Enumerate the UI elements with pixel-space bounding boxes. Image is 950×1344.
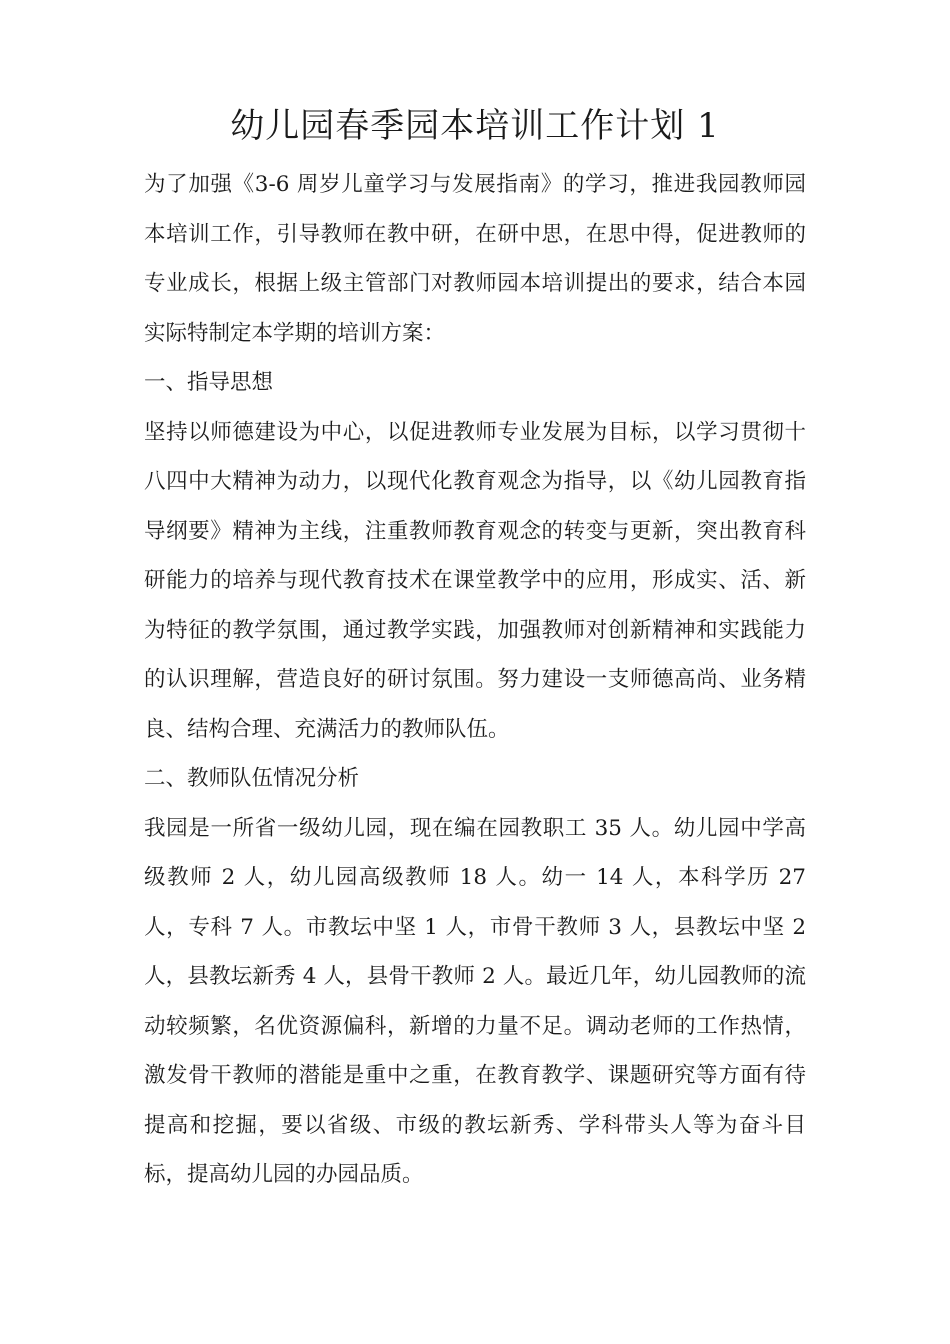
document-body — [144, 160, 806, 1200]
intro-paragraph: 为了加强《3-6 周岁儿童学习与发展指南》的学习，推进我园教师园本培训工作，引导教师在教中研，在研中思，在思中得，促进教师的专业成长，根据上级主管部门对教师园本培训提出的要求，结合本园实际特制定本学期的培训方案： — [144, 172, 806, 346]
teacher-analysis-paragraph: 我园是一所省一级幼儿园，现在编在园教职工 35 人。幼儿园中学高级教师 2 人，幼儿园高级教师 18 人。幼一 14 人，本科学历 27 人，专科 7 人。市教坛中坚 1 人，市骨干教师 3 人，县教坛中坚 2 人，县教坛新秀 4 人，县骨干教师 2 人。最近几年，幼儿园教师的流动较频繁，名优资源偏科，新增的力量不足。调动老师的工作热情，激发骨干教师的潜能是重中之重，在教育教学、课题研究等方面有待提高和挖掘，要以省级、市级的教坛新秀、学科带头人等为奋斗目标，提高幼儿园的办园品质。 — [144, 815, 806, 1187]
guiding-ideology-paragraph: 坚持以师德建设为中心，以促进教师专业发展为目标，以学习贯彻十八四中大精神为动力，以现代化教育观念为指导，以《幼儿园教育指导纲要》精神为主线，注重教师教育观念的转变与更新，突出教育科研能力的培养与现代教育技术在课堂教学中的应用，形成实、活、新为特征的教学氛围，通过教学实践，加强教师对创新精神和实践能力的认识理解，营造良好的研讨氛围。努力建设一支师德高尚、业务精良、结构合理、充满活力的教师队伍。 — [144, 419, 806, 742]
document-title: 幼儿园春季园本培训工作计划 1 — [230, 106, 720, 146]
section-heading-guiding-ideology: 一、指导思想 — [144, 370, 274, 395]
section-heading-teacher-analysis: 二、教师队伍情况分析 — [144, 766, 360, 791]
